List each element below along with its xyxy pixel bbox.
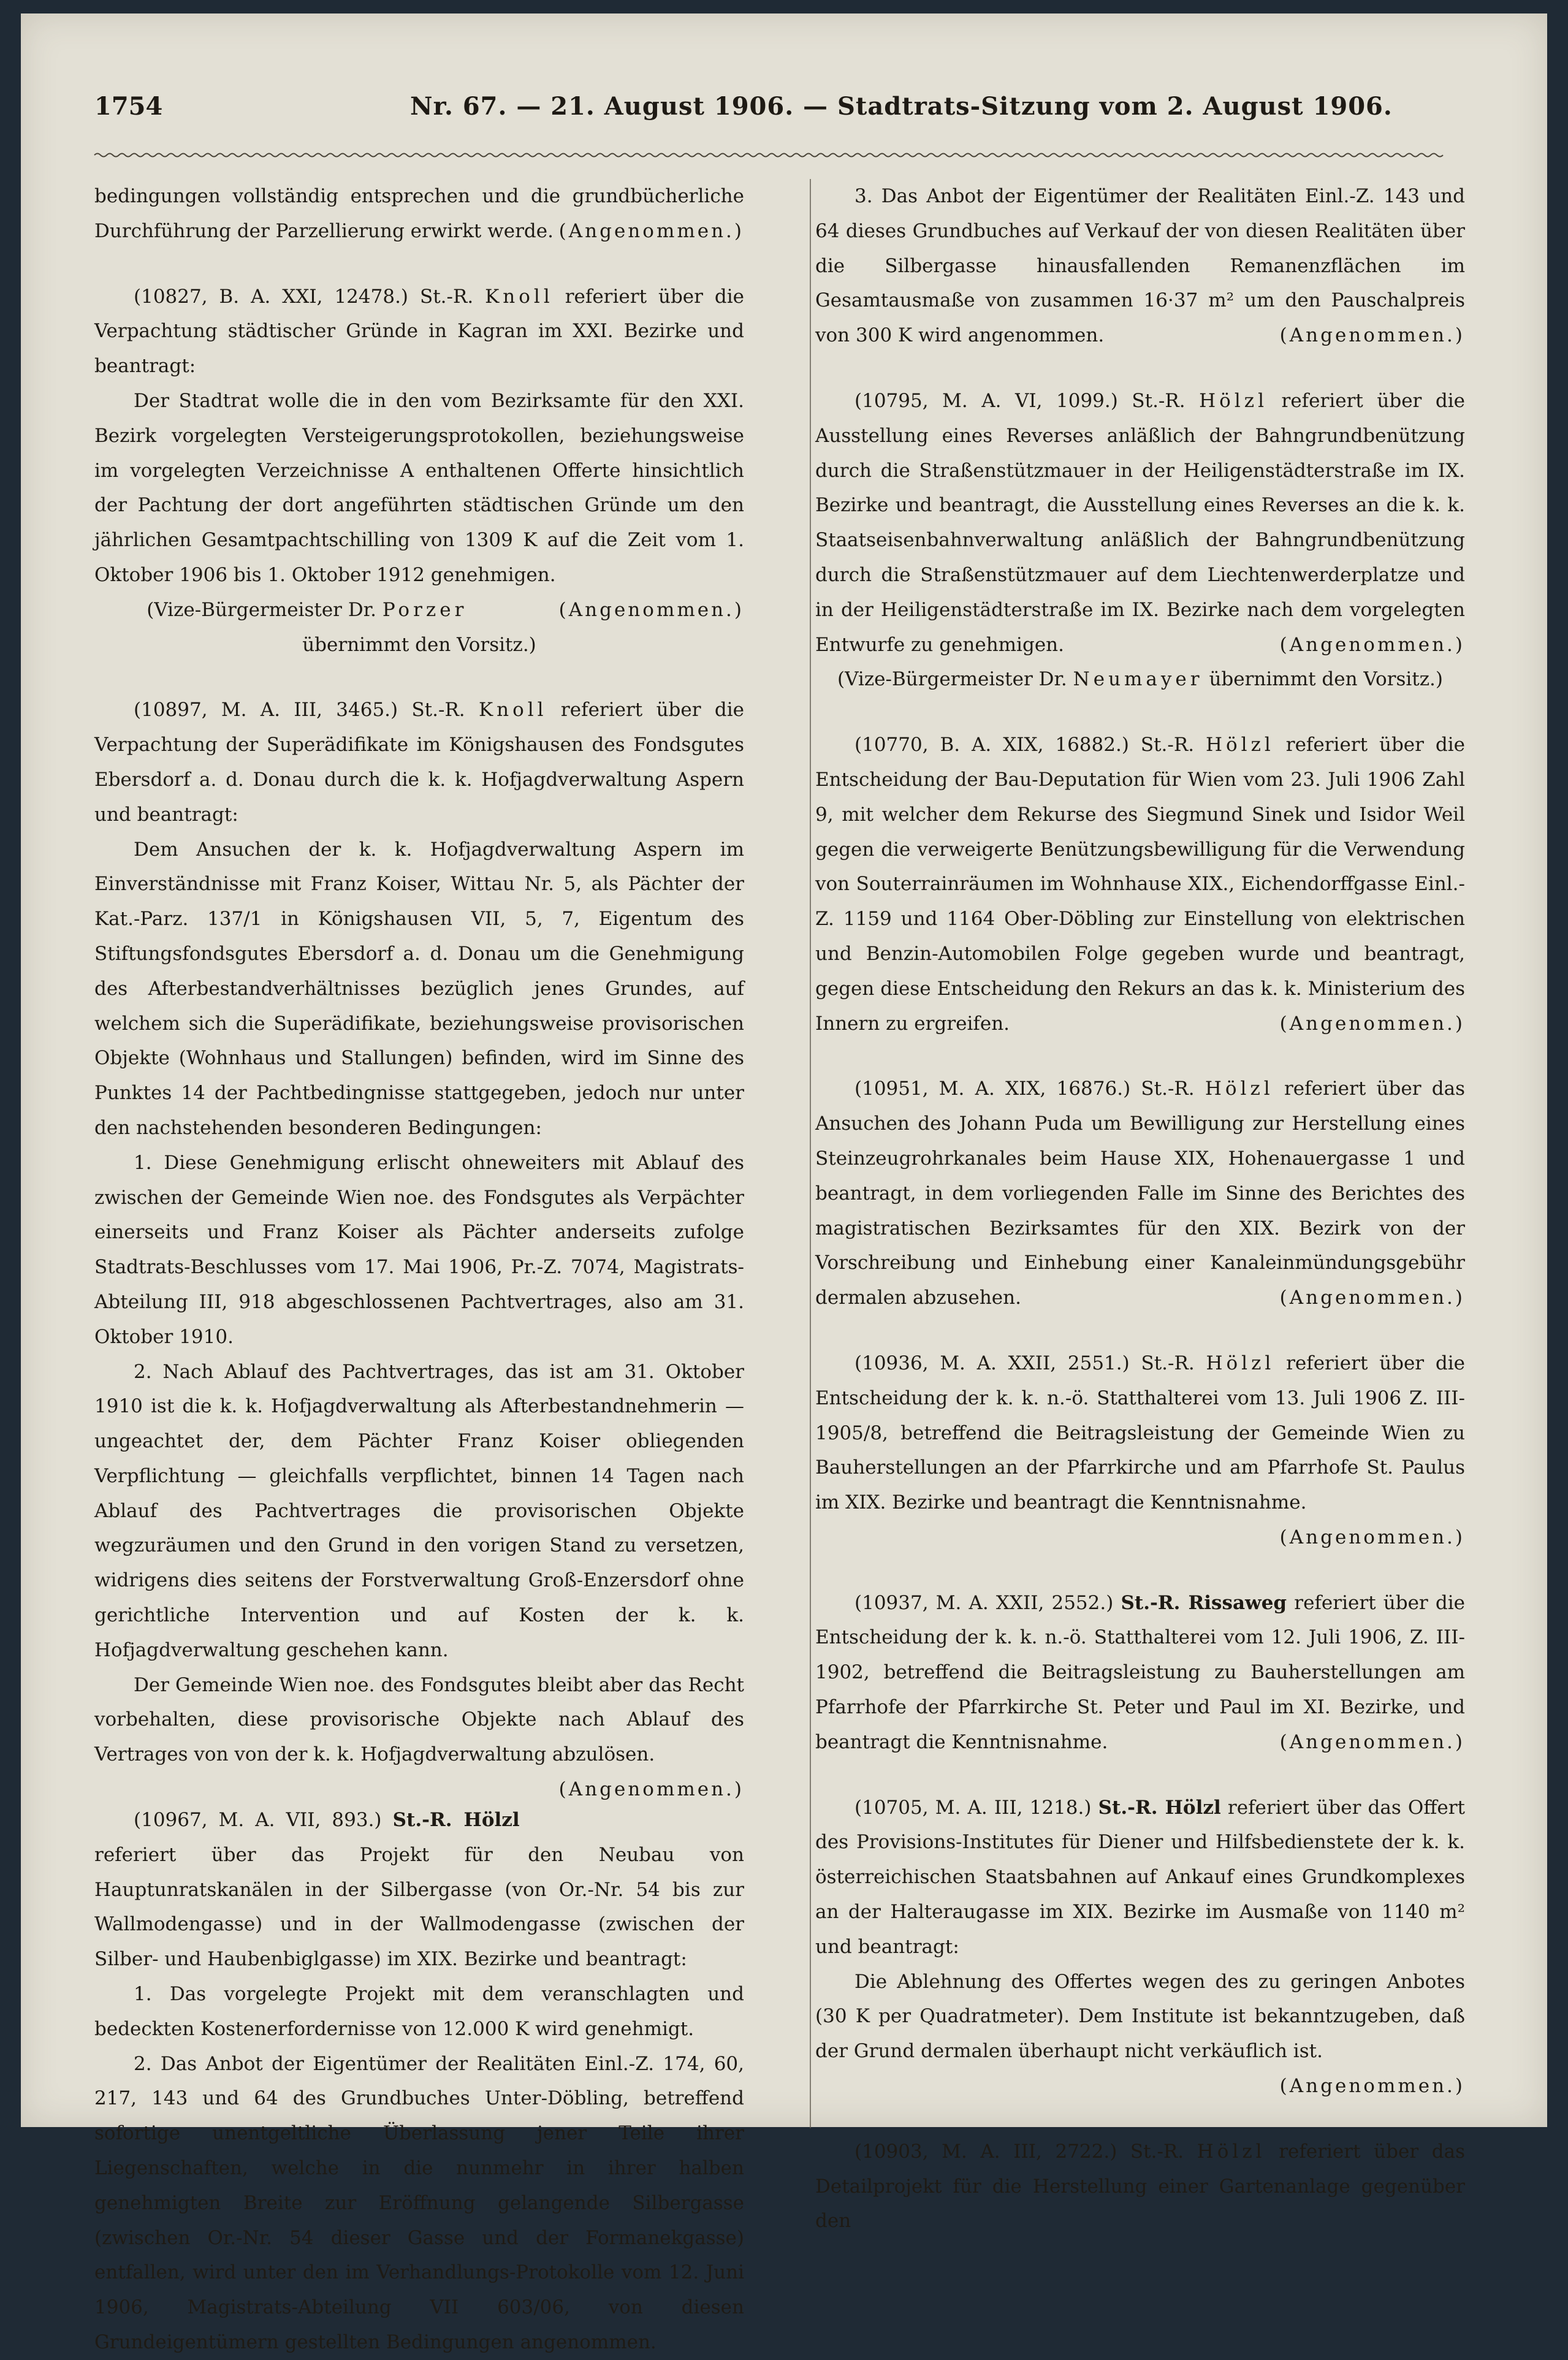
accepted-label: (Angenommen.): [1279, 1526, 1465, 1548]
paragraph: 2. Nach Ablauf des Pachtvertrages, das ist am 31. Oktober 1910 ist die k. k. Hofjagdverwaltung als Afterbestandnehmerin — ungeachtet der, dem Pächter Franz Koiser obliegenden Verpflichtung — gleichfalls verpflichtet, binnen 14 Tagen nach Ablauf des Pachtvertrages die provisorischen Objekte wegzuräumen und den Grund in den vorigen Stand zu versetzen, widrigens dies seitens der Forstverwaltung Groß-Enzersdorf ohne gerichtliche Intervention und auf Kosten der k. k. Hofjagdverwaltung geschehen kann.: [94, 1360, 744, 1661]
paragraph: Der Stadtrat wolle die in den vom Bezirksamte für den XXI. Bezirk vorgelegten Versteigerungsprotokollen, beziehungsweise im vorgelegten Verzeichnisse A enthaltenen Offerte hinsichtlich der Pachtung der dort angeführten städtischen Gründe um den jährlichen Gesamtpachtschilling von 1309 K auf die Zeit vom 1. Oktober 1906 bis 1. Oktober 1912 genehmigen. (Angenommen.): [94, 389, 744, 621]
page-number: 1754: [94, 92, 163, 121]
paragraph: Der Gemeinde Wien noe. des Fondsgutes bleibt aber das Recht vorbehalten, diese provisorische Objekte nach Ablauf des Vertrages von von der k. k. Hofjagdverwaltung abzulösen. (Angenommen.): [94, 1673, 744, 1801]
paragraph: (10795, M. A. VI, 1099.) St.-R. Hölzl referiert über die Ausstellung eines Reverses anläßlich der Bahngrundbenützung durch die Straßenstützmauer in der Heiligenstädterstraße im IX. Bezirke und beantragt, die Ausstellung eines Reverses an die k. k. Staatseisenbahnverwaltung anläßlich der Bahngrundbenützung durch die Straßenstützmauer auf dem Liechtenwerderplatze und in der Heiligenstädterstraße im IX. Bezirke nach dem vorgelegten Entwurfe zu genehmigen. (Angenommen.): [815, 389, 1465, 656]
paragraph: (10897, M. A. III, 3465.) St.-R. Knoll referiert über die Verpachtung der Superädifikate im Königshausen des Fondsgutes Ebersdorf a. d. Donau durch die k. k. Hofjagdverwaltung Aspern und beantragt:: [94, 699, 744, 826]
paragraph: (Vize-Bürgermeister Dr. Neumayer übernimmt den Vorsitz.): [837, 668, 1443, 691]
paragraph: (10967, M. A. VII, 893.) St.-R. Hölzl referiert über das Projekt für den Neubau von Hauptunratskanälen in der Silbergasse (von Or.-Nr. 54 bis zur Wallmodengasse) und in der Wallmodengasse (zwischen der Silber- und Haubenbiglgasse) im XIX. Bezirke und beantragt:: [94, 1809, 744, 1971]
paragraph: (10937, M. A. XXII, 2552.) St.-R. Rissaweg referiert über die Entscheidung der k. k. n.-ö. Statthalterei vom 12. Juli 1906, Z. III-1902, betreffend die Beitragsleistung zu Bauherstellungen am Pfarrhofe der Pfarrkirche St. Peter und Paul im XI. Bezirke, und beantragt die Kenntnisnahme. (Angenommen.): [815, 1591, 1465, 1753]
header-title: Nr. 67. — 21. August 1906. — Stadtrats-Sitzung vom 2. August 1906.: [410, 92, 1393, 121]
right-column: [815, 179, 1465, 2239]
paragraph: Dem Ansuchen der k. k. Hofjagdverwaltung Aspern im Einverständnisse mit Franz Koiser, Wittau Nr. 5, als Pächter der Kat.-Parz. 137/1 in Königshausen VII, 5, 7, Eigentum des Stiftungsfondsgutes Ebersdorf a. d. Donau um die Genehmigung des Afterbestandverhältnisses bezüglich jenes Grundes, auf welchem sich die Superädifikate, beziehungsweise provisorischen Objekte (Wohnhaus und Stallungen) befinden, wird im Sinne des Punktes 14 der Pachtbedingnisse stattgegeben, jedoch nur unter den nachstehenden besonderen Bedingungen:: [94, 838, 744, 1139]
paragraph: 1. Das vorgelegte Projekt mit dem veranschlagten und bedeckten Kostenerfordernisse von 12.000 K wird genehmigt.: [94, 1983, 744, 2040]
paragraph: (10936, M. A. XXII, 2551.) St.-R. Hölzl referiert über die Entscheidung der k. k. n.-ö. Statthalterei vom 13. Juli 1906 Z. III-1905/8, betreffend die Beitragsleistung der Gemeinde Wien zu Bauherstellungen an der Pfarrkirche und am Pfarrhofe St. Paulus im XIX. Bezirke und beantragt die Kenntnisnahme.: [815, 1352, 1465, 1514]
accepted-label: (Angenommen.): [1279, 2075, 1465, 2098]
header-wavy-rule: [94, 152, 1443, 158]
page-header: [94, 92, 1455, 135]
paragraph: Die Ablehnung des Offertes wegen des zu geringen Anbotes (30 K per Quadratmeter). Dem Institute ist bekanntzugeben, daß der Grund dermalen überhaupt nicht verkäuflich ist.: [815, 1970, 1465, 2063]
paragraph: bedingungen vollständig entsprechen und die grundbücherliche Durchführung der Parzellierung erwirkt werde. (Angenommen.): [94, 185, 744, 242]
paragraph: (10827, B. A. XXI, 12478.) St.-R. Knoll referiert über die Verpachtung städtischer Gründe in Kagran im XXI. Bezirke und beantragt:: [94, 285, 744, 378]
paragraph: (10770, B. A. XIX, 16882.) St.-R. Hölzl referiert über die Entscheidung der Bau-Deputation für Wien vom 23. Juli 1906 Zahl 9, mit welcher dem Rekurse des Siegmund Sinek und Isidor Weil gegen die verweigerte Benützungsbewilligung für die Verwendung von Souterrainräumen im Wohnhause XIX., Eichendorffgasse Einl.-Z. 1159 und 1164 Ober-Döbling zur Einstellung von elektrischen und Benzin-Automobilen Folge gegeben wurde und beantragt, gegen diese Entscheidung den Rekurs an das k. k. Ministerium des Innern zu ergreifen. (Angenommen.): [815, 734, 1465, 1035]
left-column: [94, 179, 744, 2360]
paragraph: (10951, M. A. XIX, 16876.) St.-R. Hölzl referiert über das Ansuchen des Johann Puda um Bewilligung zur Herstellung eines Steinzeugrohrkanales beim Hause XIX, Hohenauergasse 1 und beantragt, in dem vorliegenden Falle im Sinne des Berichtes des magistratischen Bezirksamtes für den XIX. Bezirk von der Vorschreibung und Einhebung einer Kanaleinmündungsgebühr dermalen abzusehen. (Angenommen.): [815, 1078, 1465, 1309]
paragraph: (Vize-Bürgermeister Dr. Porzer übernimmt den Vorsitz.): [147, 598, 536, 656]
paragraph: 2. Das Anbot der Eigentümer der Realitäten Einl.-Z. 174, 60, 217, 143 und 64 des Grundbuches Unter-Döbling, betreffend sofortige unentgeltliche Überlassung jener Teile ihrer Liegenschaften, welche in die nunmehr in ihrer halben genehmigten Breite zur Eröffnung gelangende Silbergasse (zwischen Or.-Nr. 54 dieser Gasse und der Formanekgasse) entfallen, wird unter den im Verhandlungs-Protokolle vom 12. Juni 1906, Magistrats-Abteilung VII 603/06, von diesen Grundeigentümern gestellten Bedingungen angenommen.: [94, 2052, 744, 2354]
column-divider: [810, 179, 811, 2128]
newspaper-page: [21, 13, 1547, 2354]
paragraph: 1. Diese Genehmigung erlischt ohneweiters mit Ablauf des zwischen der Gemeinde Wien noe. des Fondsgutes als Verpächter einerseits und Franz Koiser als Pächter anderseits zufolge Stadtrats-Beschlusses vom 17. Mai 1906, Pr.-Z. 7074, Magistrats-Abteilung III, 918 abgeschlossenen Pachtvertrages, also am 31. Oktober 1910.: [94, 1151, 744, 1348]
paragraph: (10705, M. A. III, 1218.) St.-R. Hölzl referiert über das Offert des Provisions-Institutes für Diener und Hilfsbedienstete der k. k. österreichischen Staatsbahnen auf Ankauf eines Grundkomplexes an der Halteraugasse im XIX. Bezirke im Ausmaße von 1140 m² und beantragt:: [815, 1796, 1465, 1958]
paragraph: (10903, M. A. III, 2722.) St.-R. Hölzl referiert über das Detailprojekt für die Herstellung einer Gartenanlage gegenüber den: [815, 2140, 1465, 2232]
paragraph: 3. Das Anbot der Eigentümer der Realitäten Einl.-Z. 143 und 64 dieses Grundbuches auf Verkauf der von diesen Realitäten über die Silbergasse hinausfallenden Remanenzflächen im Gesamtausmaße von zusammen 16·37 m² um den Pauschalpreis von 300 K wird angenommen. (Angenommen.): [815, 185, 1465, 347]
